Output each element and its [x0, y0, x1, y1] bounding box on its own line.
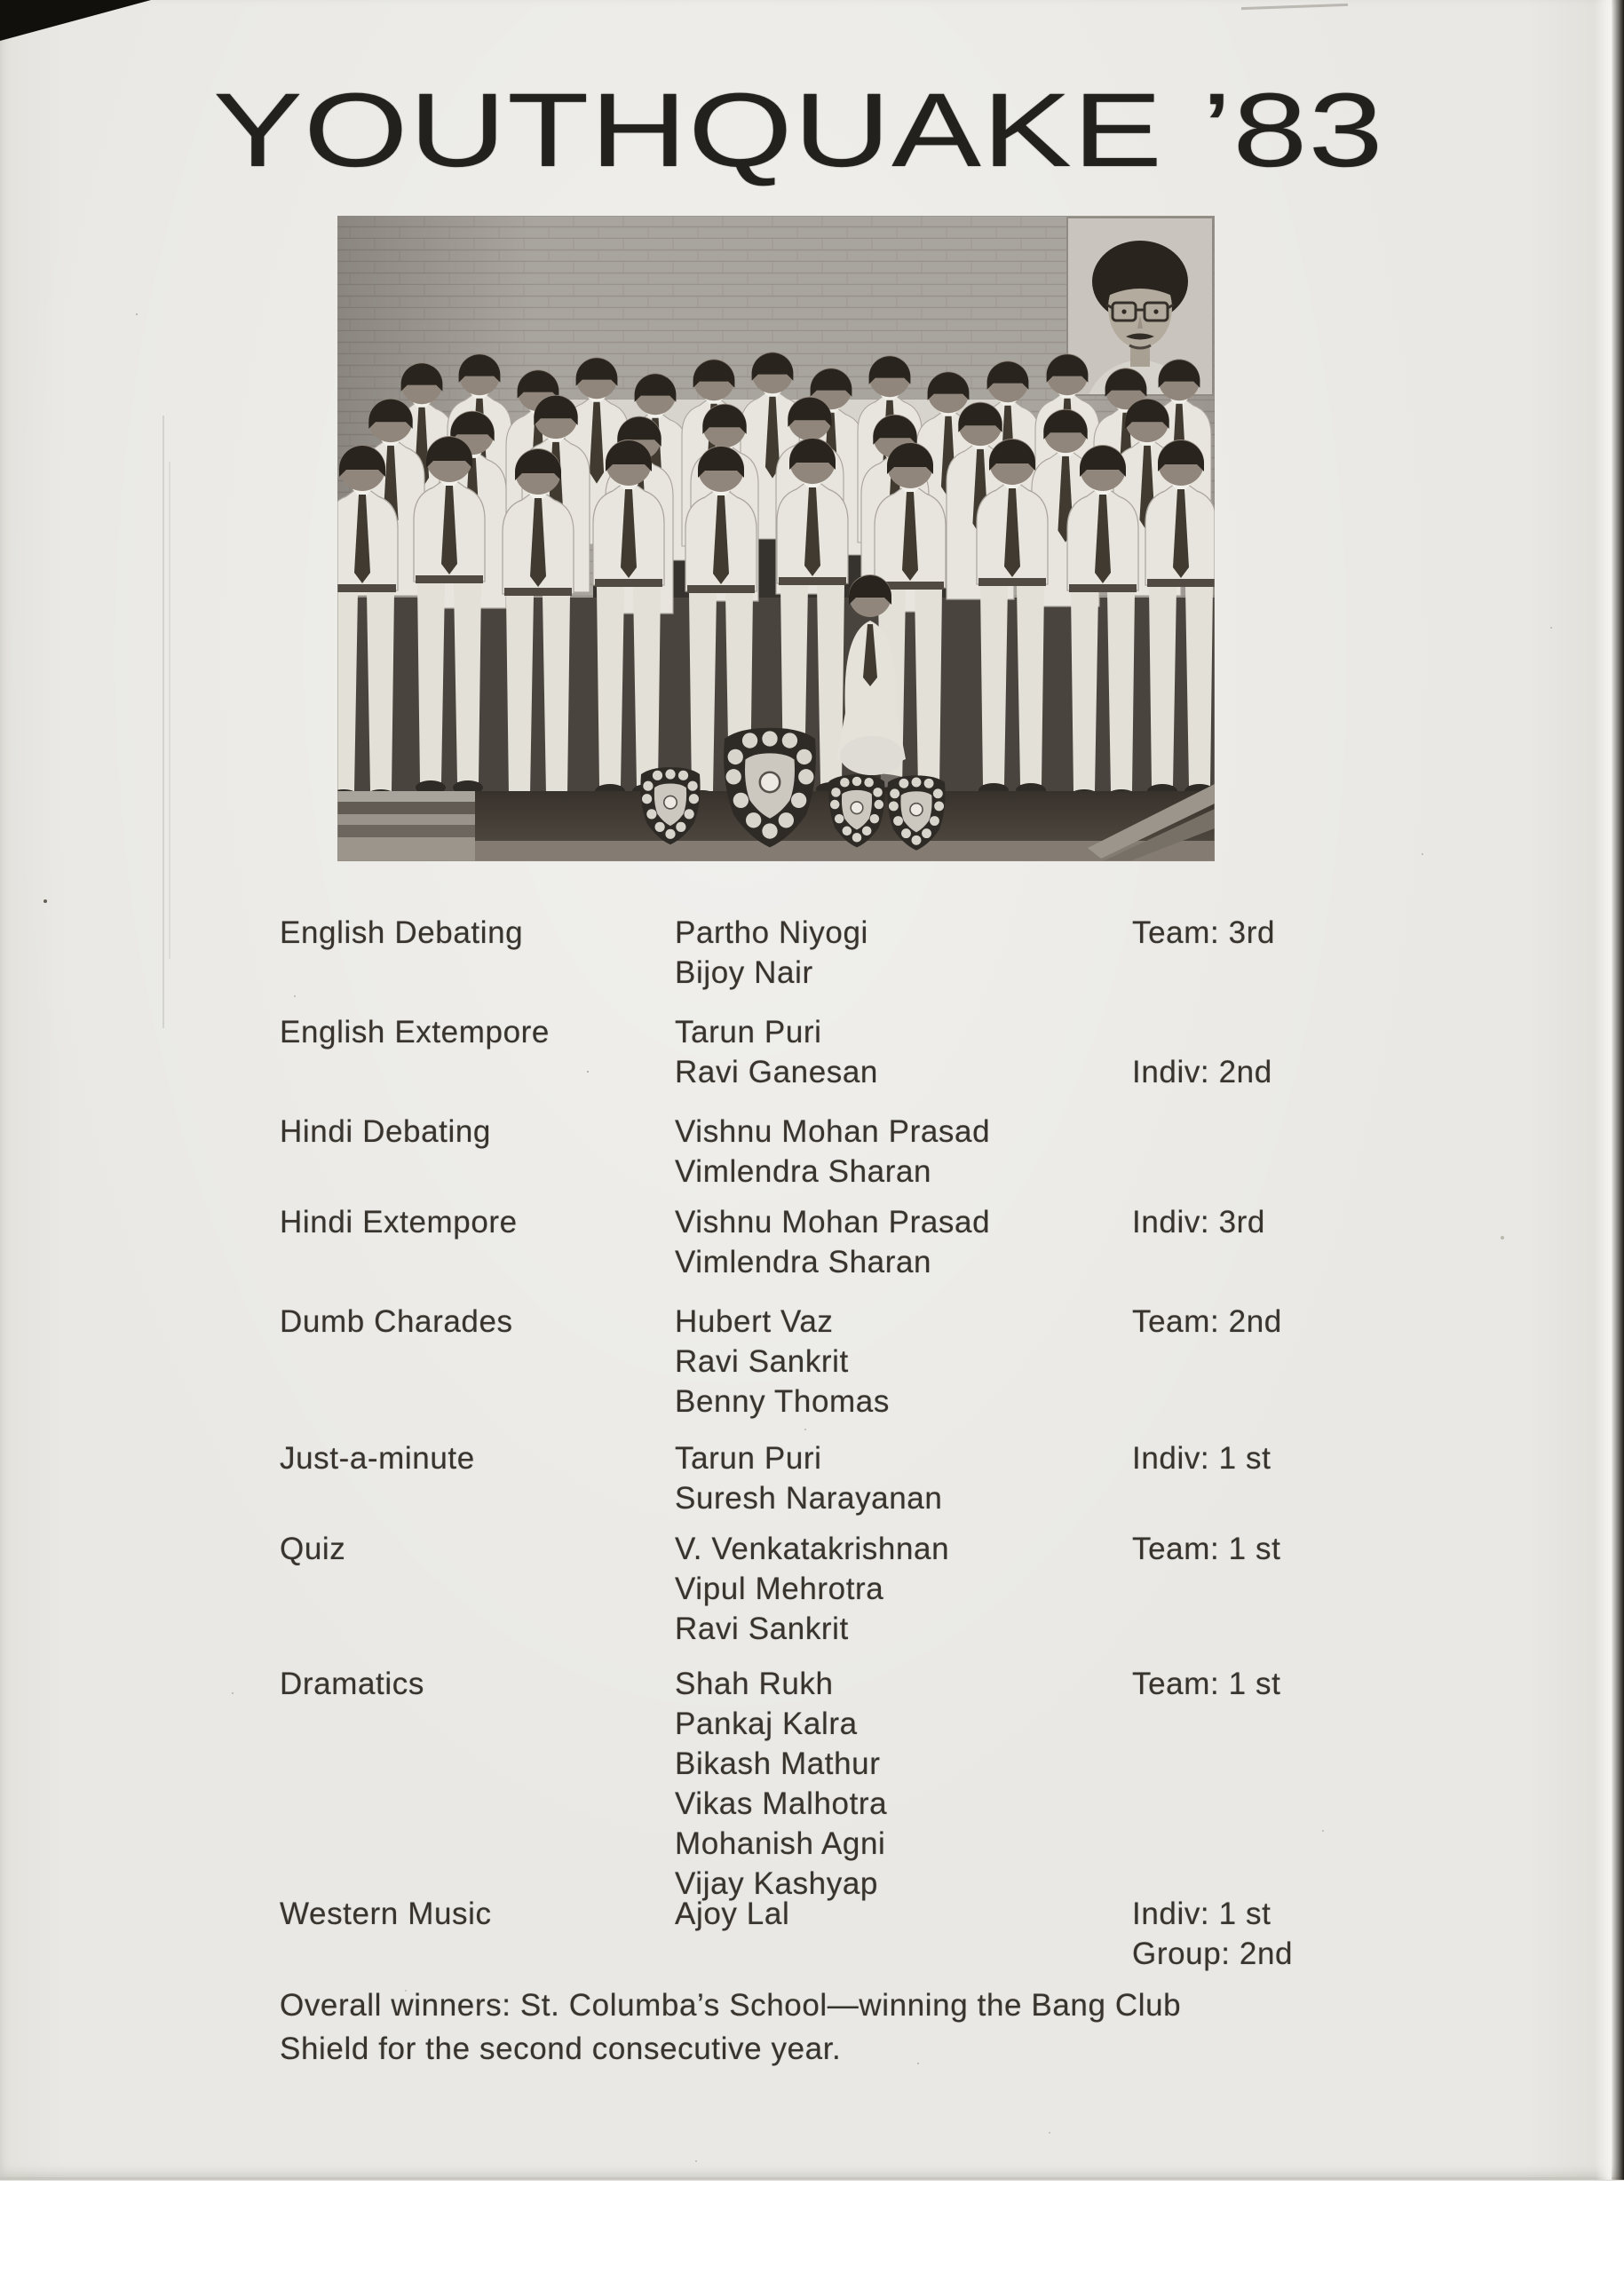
event-name-column — [280, 1438, 670, 1478]
event-name-column — [280, 1664, 670, 1704]
event-name-column — [280, 1012, 670, 1052]
participants-column — [675, 1894, 1123, 1934]
participant-name: Bijoy Nair — [675, 955, 813, 990]
event-name: Western Music — [280, 1897, 492, 1931]
participants-column — [675, 1438, 1123, 1518]
participant-name: Vimlendra Sharan — [675, 1245, 932, 1279]
participants-column — [675, 1112, 1123, 1192]
event-name: Dumb Charades — [280, 1304, 513, 1339]
result-value: Team: 1 st — [1132, 1667, 1281, 1701]
participant-name: Shah Rukh — [675, 1667, 834, 1701]
participant-name: Pankaj Kalra — [675, 1707, 858, 1741]
result-value: Group: 2nd — [1132, 1936, 1294, 1971]
event-name: English Extempore — [280, 1015, 550, 1049]
result-value: Indiv: 1 st — [1132, 1441, 1271, 1476]
event-name: Hindi Extempore — [280, 1205, 518, 1239]
result-value: Indiv: 2nd — [1132, 1055, 1272, 1089]
event-name-column — [280, 913, 670, 953]
footer-line-2: Shield for the second consecutive year. — [280, 2031, 842, 2066]
participant-name: Ravi Ganesan — [675, 1055, 878, 1089]
footer-line-1: Overall winners: St. Columba’s School—winning the Bang Club — [280, 1988, 1182, 2023]
participant-name: Vipul Mehrotra — [675, 1572, 884, 1606]
event-name-column — [280, 1112, 670, 1152]
participant-name: Vimlendra Sharan — [675, 1154, 932, 1189]
page-right-edge — [1596, 0, 1612, 2180]
binding-shadow — [1612, 0, 1624, 2180]
participant-name: Vishnu Mohan Prasad — [675, 1205, 991, 1239]
participant-name: Ravi Sankrit — [675, 1612, 849, 1646]
result-value: Team: 2nd — [1132, 1304, 1282, 1339]
participant-name: Tarun Puri — [675, 1441, 822, 1476]
event-name: Just-a-minute — [280, 1441, 475, 1476]
paper-crease — [169, 462, 170, 959]
result-value: Team: 3rd — [1132, 915, 1276, 950]
event-name-column — [280, 1302, 670, 1342]
participant-name: Vijay Kashyap — [675, 1866, 878, 1901]
event-name: English Debating — [280, 915, 524, 950]
participant-name: Benny Thomas — [675, 1384, 890, 1419]
participant-name: Bikash Mathur — [675, 1746, 881, 1781]
participants-column — [675, 913, 1123, 993]
participant-name: Hubert Vaz — [675, 1304, 834, 1339]
participants-column — [675, 1664, 1123, 1904]
event-name-column — [280, 1202, 670, 1242]
result-value: Indiv: 1 st — [1132, 1897, 1271, 1931]
page-title: YOUTHQUAKE ’83 — [213, 72, 1384, 189]
participant-name: Ravi Sankrit — [675, 1344, 849, 1379]
overall-winners-note — [280, 1984, 1470, 2071]
result-value: Team: 1 st — [1132, 1532, 1281, 1566]
paper-crease — [162, 416, 164, 1028]
participant-name: Vishnu Mohan Prasad — [675, 1114, 991, 1149]
participant-name: Tarun Puri — [675, 1015, 822, 1049]
event-name-column — [280, 1894, 670, 1934]
participants-column — [675, 1012, 1123, 1092]
participant-name: Vikas Malhotra — [675, 1786, 888, 1821]
participants-column — [675, 1202, 1123, 1282]
participants-column — [675, 1302, 1123, 1422]
participant-name: Suresh Narayanan — [675, 1481, 943, 1516]
participant-name: V. Venkatakrishnan — [675, 1532, 950, 1566]
event-name-column — [280, 1529, 670, 1569]
participant-name: Ajoy Lal — [675, 1897, 790, 1931]
event-name: Quiz — [280, 1532, 346, 1566]
paper-specks — [0, 0, 4, 4]
event-name: Hindi Debating — [280, 1114, 491, 1149]
participants-column — [675, 1529, 1123, 1649]
participant-name: Mohanish Agni — [675, 1826, 886, 1861]
participant-name: Partho Niyogi — [675, 915, 868, 950]
event-name: Dramatics — [280, 1667, 424, 1701]
result-value: Indiv: 3rd — [1132, 1205, 1265, 1239]
results-list — [280, 0, 1461, 2273]
